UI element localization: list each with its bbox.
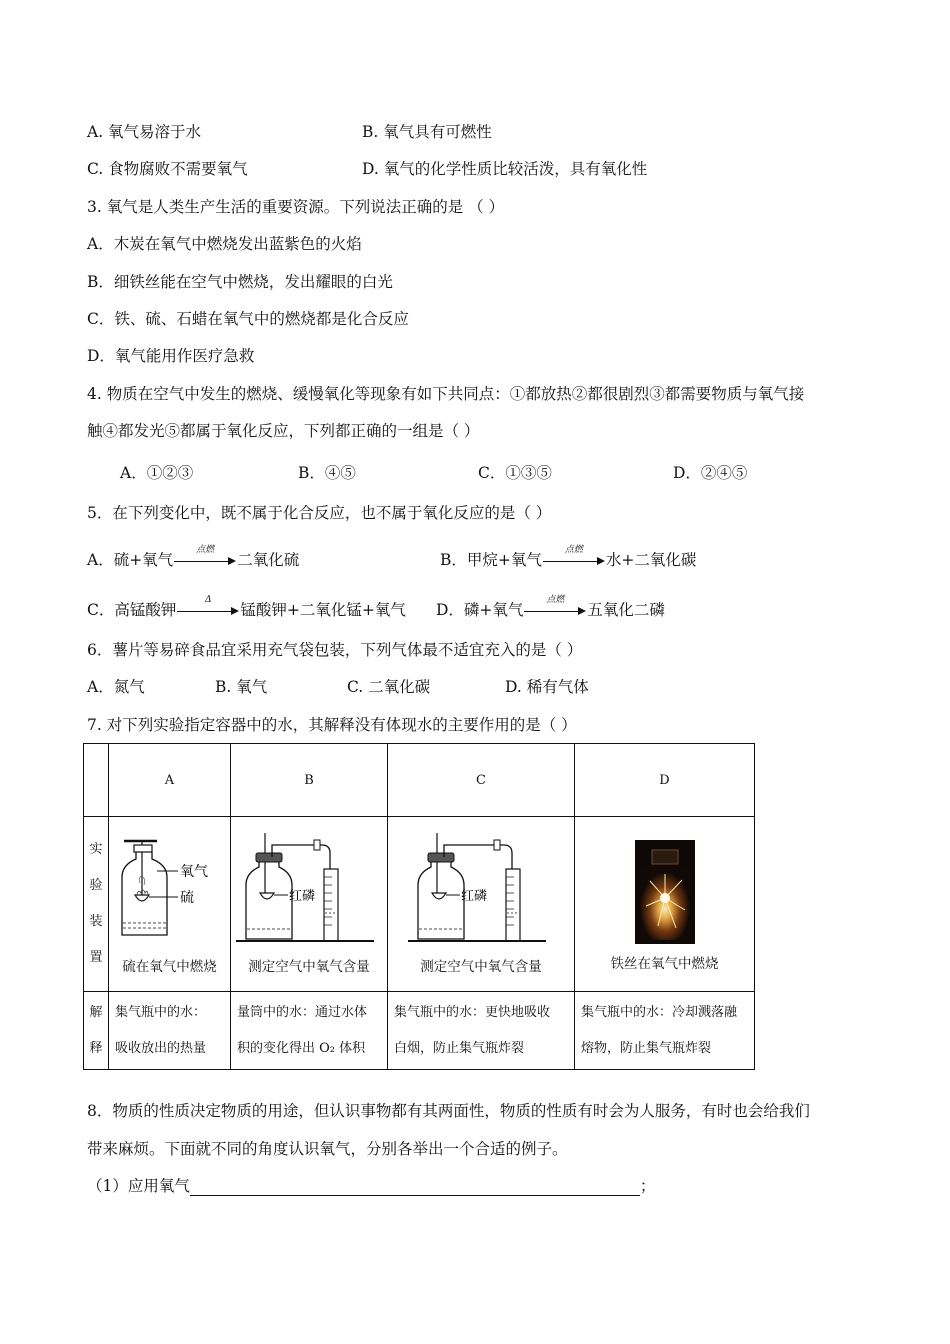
q2-option-a: A. 氧气易溶于水 bbox=[87, 123, 202, 141]
reaction-arrow-icon bbox=[524, 595, 586, 618]
q3-option-b: B．细铁丝能在空气中燃烧，发出耀眼的白光 bbox=[87, 273, 393, 291]
q8-stem-line2: 带来麻烦。下面就不同的角度认识氧气，分别各举出一个合适的例子。 bbox=[87, 1140, 568, 1158]
q4-option-d: D．②④⑤ bbox=[673, 464, 748, 482]
explanation-b: 量筒中的水：通过水体 积的变化得出 O₂ 体积 bbox=[231, 992, 388, 1070]
row-label-apparatus: 实 验 装 置 bbox=[84, 817, 109, 992]
q3-option-c: C．铁、硫、石蜡在氧气中的燃烧都是化合反应 bbox=[87, 310, 409, 328]
header-a: A bbox=[109, 744, 231, 817]
q5-d-reactants: D．磷+氧气 bbox=[436, 601, 524, 619]
phosphorus-cylinder-apparatus-icon bbox=[234, 833, 384, 951]
phosphorus-cylinder-apparatus-icon bbox=[406, 833, 556, 951]
q5-b-products: 水+二氧化碳 bbox=[605, 551, 697, 569]
apparatus-c-cell bbox=[388, 817, 575, 992]
q5-a-products: 二氧化硫 bbox=[237, 551, 300, 569]
q3-stem: 3. 氧气是人类生产生活的重要资源。下列说法正确的是 （ ） bbox=[87, 198, 505, 216]
sulfur-burning-apparatus-icon bbox=[112, 833, 227, 951]
q6-option-c: C. 二氧化碳 bbox=[347, 678, 431, 696]
q4-option-a: A．①②③ bbox=[120, 464, 194, 482]
q2-option-d: D. 氧气的化学性质比较活泼，具有氧化性 bbox=[362, 160, 648, 178]
caption-b: 测定空气中氧气含量 bbox=[248, 959, 370, 975]
q4-stem-line2: 触④都发光⑤都属于氧化反应，下列都正确的一组是（ ） bbox=[87, 422, 480, 440]
experiment-table bbox=[83, 743, 755, 1070]
q5-stem: 5．在下列变化中，既不属于化合反应，也不属于氧化反应的是（ ） bbox=[87, 504, 552, 522]
q8-stem-line1: 8．物质的性质决定物质的用途，但认识事物都有其两面性，物质的性质有时会为人服务，有时也会给我们 bbox=[87, 1102, 810, 1120]
q4-option-c: C．①③⑤ bbox=[478, 464, 552, 482]
header-c: C bbox=[388, 744, 575, 817]
caption-a: 硫在氧气中燃烧 bbox=[122, 959, 217, 975]
q8-sub1 bbox=[87, 1176, 655, 1196]
q7-stem: 7. 对下列实验指定容器中的水，其解释没有体现水的主要作用的是（ ） bbox=[87, 716, 577, 734]
label-sulfur: 硫 bbox=[180, 890, 194, 906]
condition-label: 点燃 bbox=[196, 545, 215, 555]
q5-option-c bbox=[87, 595, 406, 620]
header-b: B bbox=[231, 744, 388, 817]
q5-a-reactants: A．硫+氧气 bbox=[87, 551, 174, 569]
q6-stem: 6．薯片等易碎食品宜采用充气袋包装，下列气体最不适宜充入的是（ ） bbox=[87, 641, 583, 659]
q6-option-b: B. 氧气 bbox=[215, 678, 268, 696]
q6-option-a: A．氮气 bbox=[87, 678, 145, 696]
q4-stem-line1: 4. 物质在空气中发生的燃烧、缓慢氧化等现象有如下共同点：①都放热②都很剧烈③都需要物质与氧气接 bbox=[87, 385, 805, 403]
q5-d-products: 五氧化二磷 bbox=[587, 601, 665, 619]
q5-c-reactants: C．高锰酸钾 bbox=[87, 601, 177, 619]
apparatus-b-cell bbox=[231, 817, 388, 992]
apparatus-d-cell bbox=[575, 817, 755, 992]
q5-option-d bbox=[436, 595, 665, 620]
q4-option-b: B．④⑤ bbox=[298, 464, 356, 482]
q5-option-b bbox=[440, 545, 697, 570]
q5-b-reactants: B．甲烷+氧气 bbox=[440, 551, 542, 569]
reaction-arrow-icon bbox=[177, 595, 239, 618]
header-empty-cell bbox=[84, 744, 109, 817]
label-phosphorus: 红磷 bbox=[289, 889, 316, 904]
explanation-c: 集气瓶中的水：更快地吸收 白烟，防止集气瓶炸裂 bbox=[388, 992, 575, 1070]
header-d: D bbox=[575, 744, 755, 817]
row-label-explanation: 解 释 bbox=[84, 992, 109, 1070]
q8-sub1-end: ； bbox=[639, 1177, 656, 1195]
label-phosphorus: 红磷 bbox=[461, 889, 488, 904]
caption-d: 铁丝在氧气中燃烧 bbox=[610, 956, 719, 972]
apparatus-a-cell bbox=[109, 817, 231, 992]
q8-sub1-label: （1）应用氧气 bbox=[87, 1177, 190, 1195]
explanation-d: 集气瓶中的水：冷却溅落融 熔物，防止集气瓶炸裂 bbox=[575, 992, 755, 1070]
caption-c: 测定空气中氧气含量 bbox=[420, 959, 542, 975]
label-oxygen: 氧气 bbox=[180, 864, 208, 880]
condition-label: 点燃 bbox=[546, 595, 565, 605]
reaction-arrow-icon bbox=[174, 545, 236, 568]
q2-option-c: C. 食物腐败不需要氧气 bbox=[87, 160, 248, 178]
q5-option-a bbox=[87, 545, 300, 570]
explanation-a: 集气瓶中的水： 吸收放出的热量 bbox=[109, 992, 231, 1070]
q5-c-products: 锰酸钾+二氧化锰+氧气 bbox=[240, 601, 406, 619]
q2-option-b: B. 氧气具有可燃性 bbox=[362, 123, 492, 141]
q6-option-d: D. 稀有气体 bbox=[505, 678, 589, 696]
condition-label: Δ bbox=[205, 595, 212, 605]
q3-option-a: A．木炭在氧气中燃烧发出蓝紫色的火焰 bbox=[87, 235, 362, 253]
answer-blank[interactable] bbox=[190, 1179, 640, 1196]
condition-label: 点燃 bbox=[564, 545, 583, 555]
reaction-arrow-icon bbox=[543, 545, 605, 568]
q3-option-d: D．氧气能用作医疗急救 bbox=[87, 347, 255, 365]
iron-wire-burning-photo bbox=[630, 836, 700, 948]
